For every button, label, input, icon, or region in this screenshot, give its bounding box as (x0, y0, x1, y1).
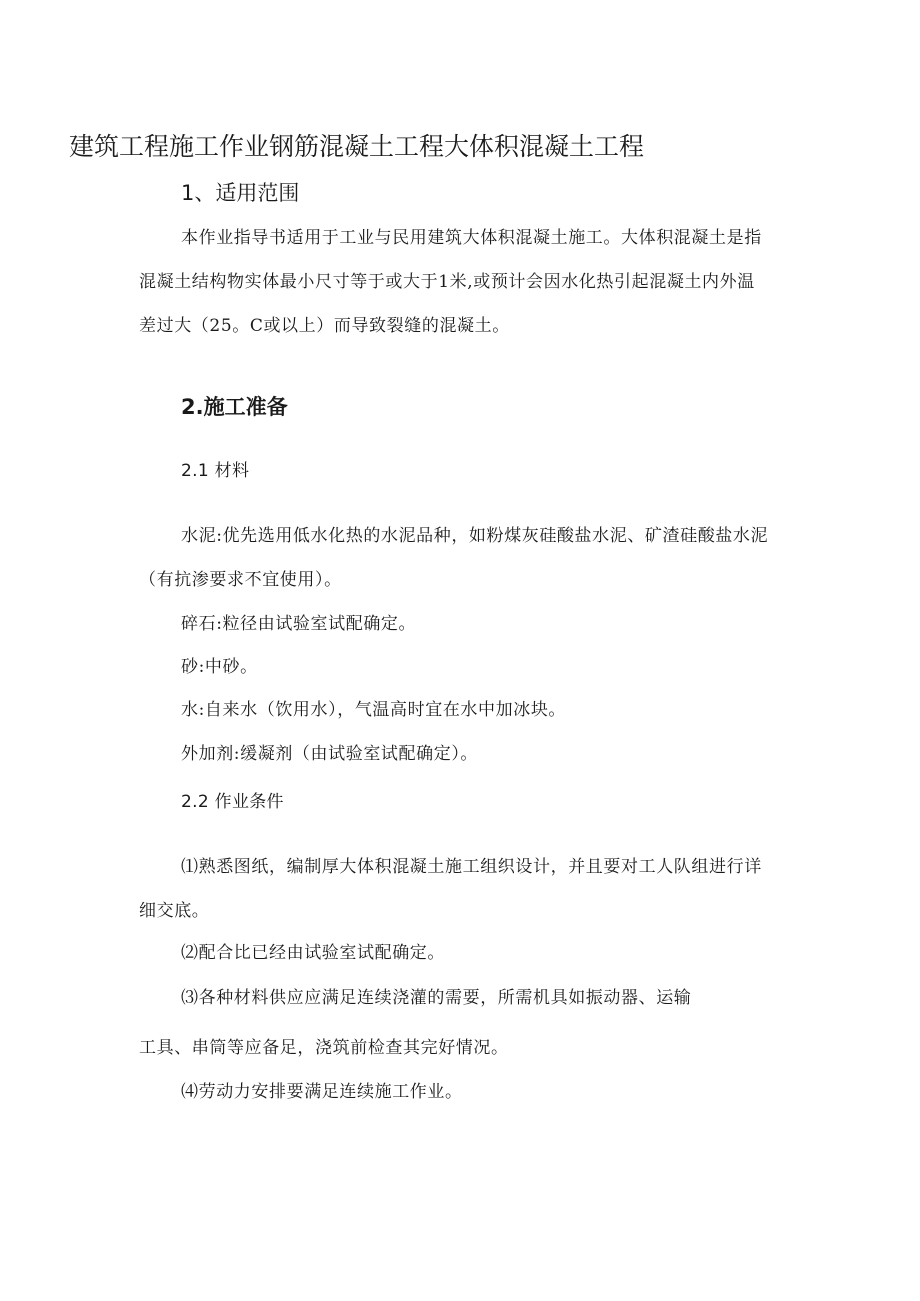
conditions-line: ⑶各种材料供应应满足连续浇灌的需要，所需机具如振动器、运输 (181, 988, 692, 1008)
materials-line: 砂:中砂。 (181, 657, 258, 677)
document-title: 建筑工程施工作业钢筋混凝土工程大体积混凝土工程 (69, 132, 645, 161)
section-2-heading: 2.施工准备 (181, 395, 288, 419)
section-1-heading: 1、适用范围 (181, 181, 300, 205)
subsection-2-2-heading: 2.2 作业条件 (181, 792, 284, 812)
conditions-line: ⑴熟悉图纸，编制厚大体积混凝土施工组织设计，并且要对工人队组进行详 (181, 857, 762, 877)
materials-line: 碎石:粒径由试验室试配确定。 (181, 614, 417, 634)
materials-line: 外加剂:缓凝剂（由试验室试配确定）。 (181, 744, 479, 764)
materials-line: 水泥:优先选用低水化热的水泥品种，如粉煤灰硅酸盐水泥、矿渣硅酸盐水泥 (181, 526, 769, 546)
conditions-line: 细交底。 (139, 901, 210, 921)
section-1-paragraph-line: 本作业指导书适用于工业与民用建筑大体积混凝土施工。大体积混凝土是指 (181, 228, 762, 248)
materials-line: （有抗渗要求不宜使用）。 (139, 570, 342, 590)
conditions-line: 工具、串筒等应备足，浇筑前检查其完好情况。 (139, 1038, 509, 1058)
conditions-line: ⑷劳动力安排要满足连续施工作业。 (181, 1082, 463, 1102)
section-1-paragraph-line: 差过大（25。C或以上）而导致裂缝的混凝土。 (139, 316, 510, 336)
conditions-line: ⑵配合比已经由试验室试配确定。 (181, 943, 445, 963)
subsection-2-1-heading: 2.1 材料 (181, 461, 250, 481)
materials-line: 水:自来水（饮用水），气温高时宜在水中加冰块。 (181, 700, 567, 720)
section-1-paragraph-line: 混凝土结构物实体最小尺寸等于或大于1米,或预计会因水化热引起混凝土内外温 (139, 272, 755, 292)
